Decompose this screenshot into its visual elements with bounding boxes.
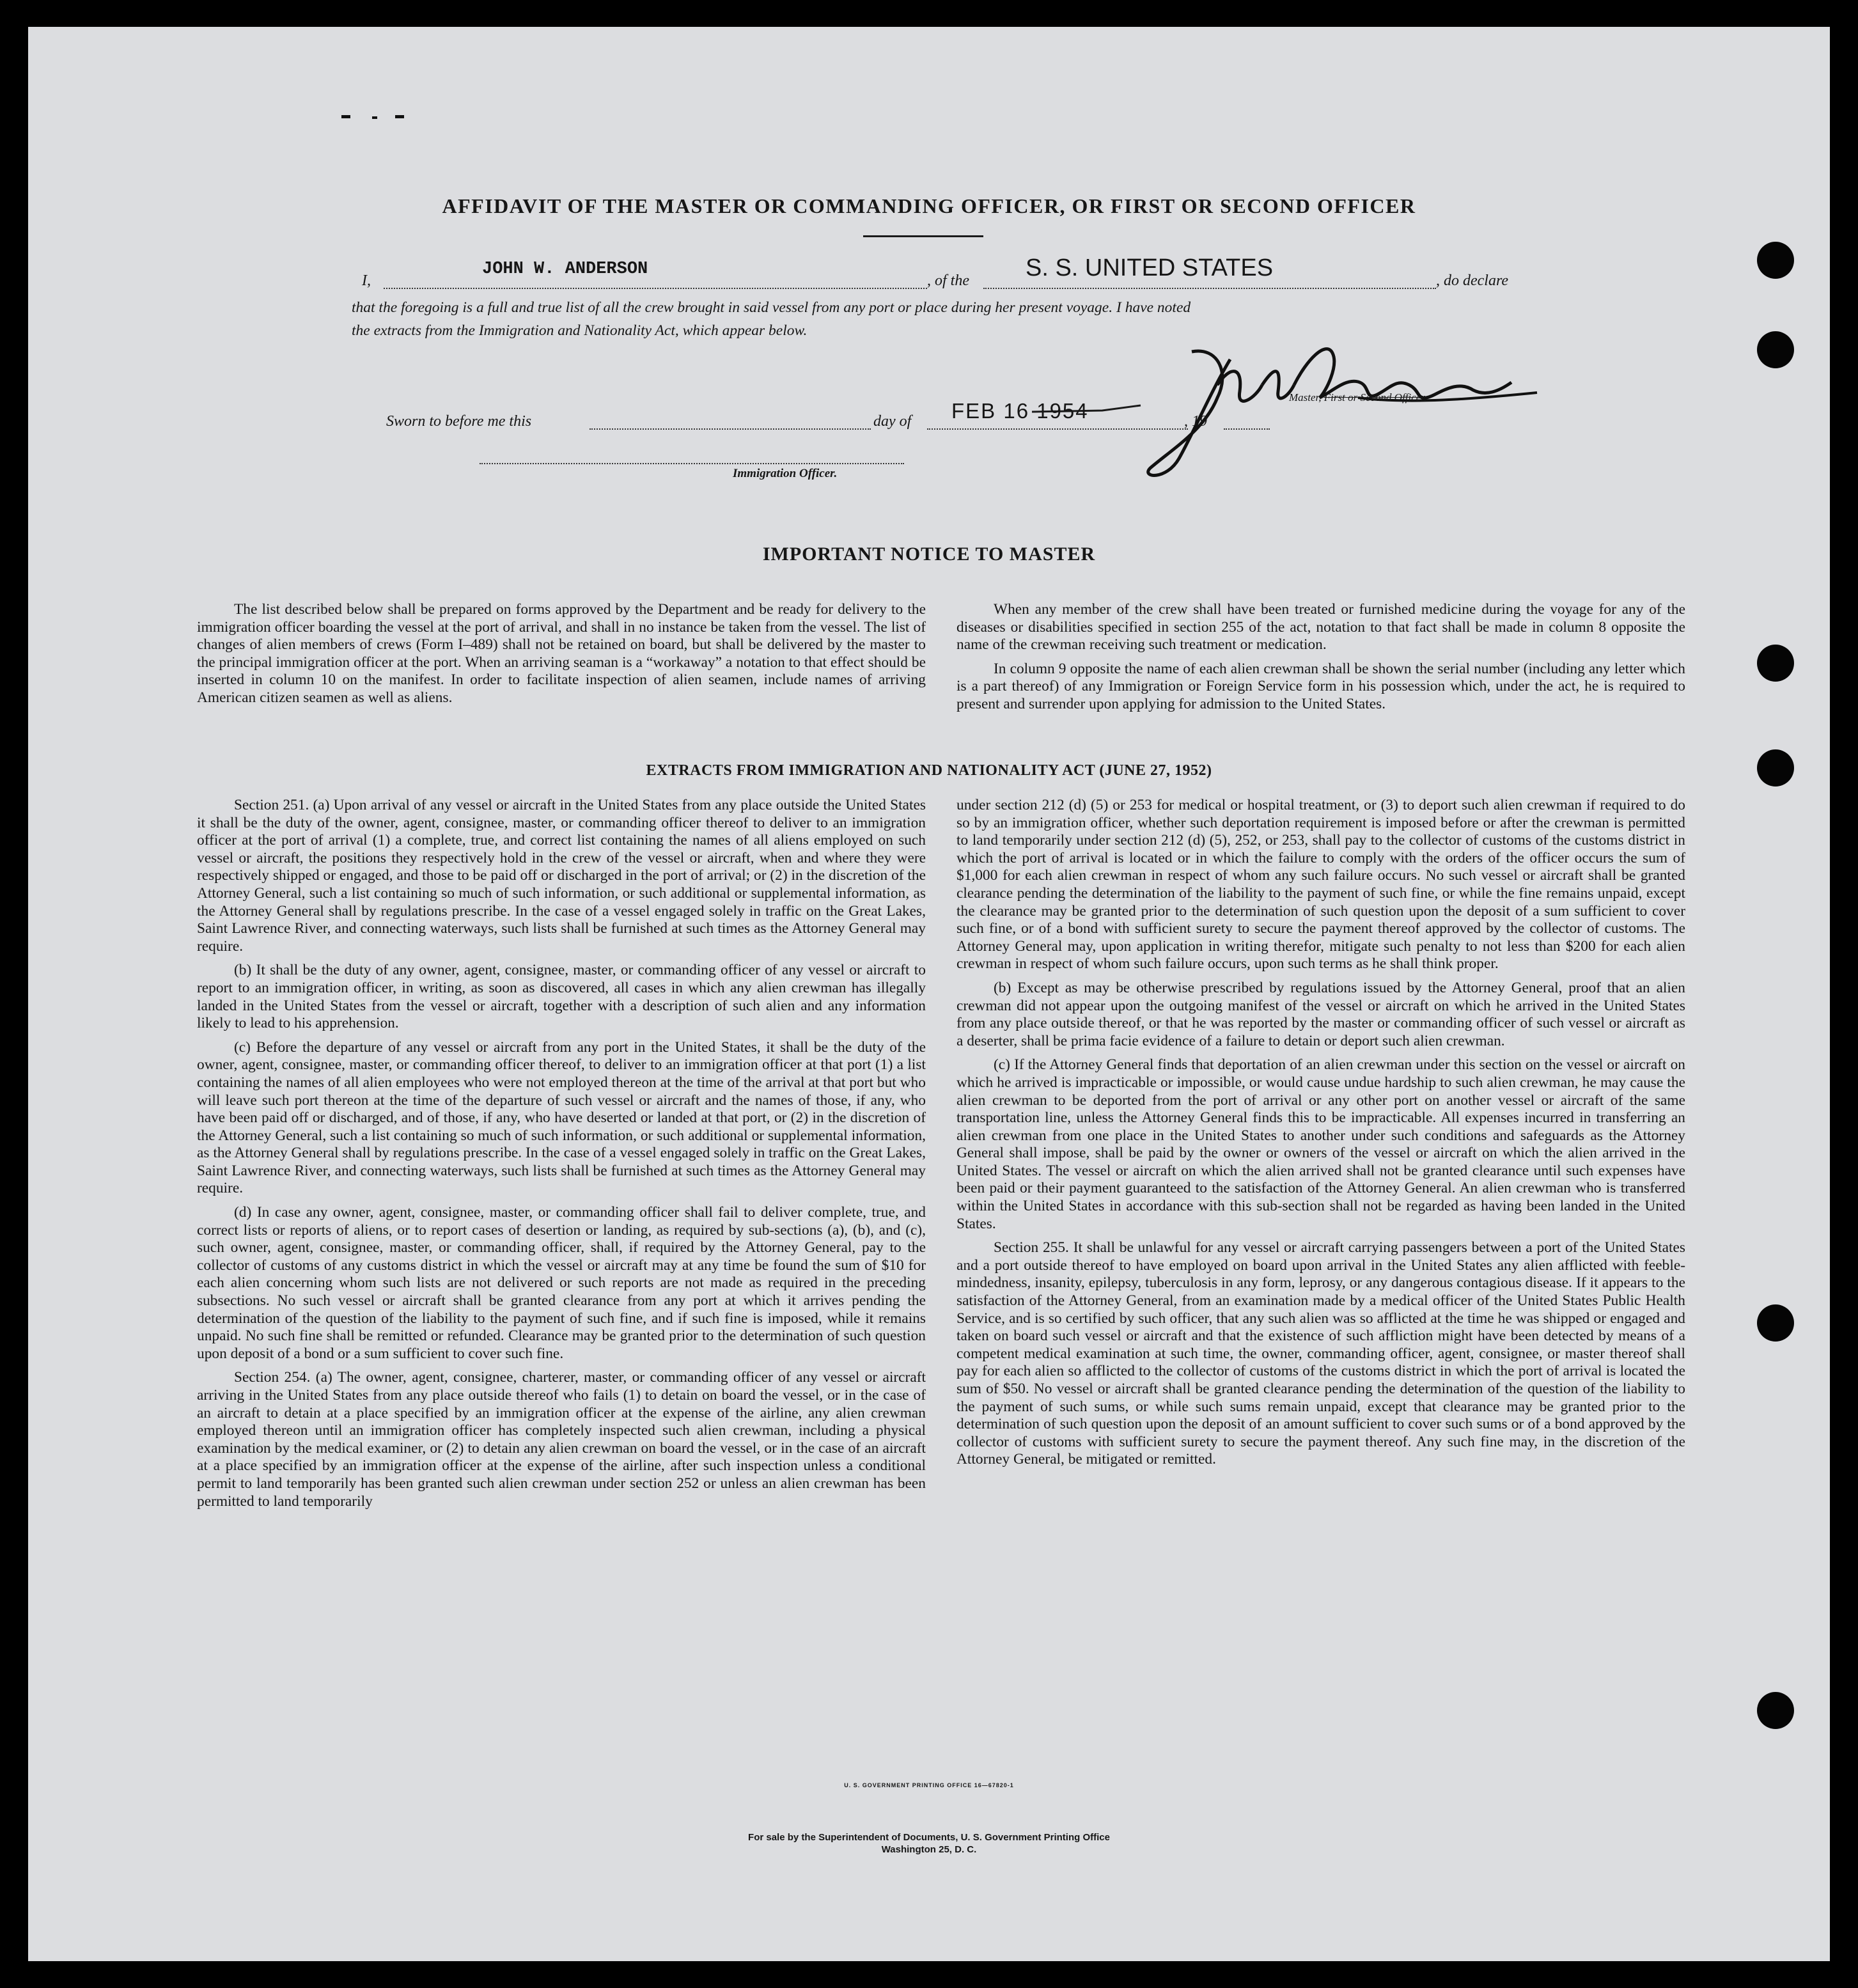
immigration-officer-label: Immigration Officer. <box>733 467 838 480</box>
master-title: Master, <box>1289 391 1322 403</box>
notice-left-column <box>197 601 926 707</box>
vessel-line <box>983 288 1436 289</box>
title-rule <box>863 235 983 237</box>
sale-line-2: Washington 25, D. C. <box>881 1844 977 1855</box>
sworn-label: Sworn to before me this <box>386 413 532 430</box>
punch-hole <box>1757 1304 1794 1342</box>
section-paragraph: (c) If the Attorney General finds that deportation of an alien crewman under this section on the vessel or aircraft on which he arrived is impracticable or impossible, or would cause undue hardship to such alien crewman, he may cause the alien crewman to be deported from the port of arrival or any other port on another vessel or aircraft of the same transportation line, unless the Attorney General finds this to be impracticable. All expenses incurred in transferring an alien crewman from one place in the United States to another under such conditions and safeguards as the Attorney General shall impose, shall be paid by the owner or owners of the vessel or aircraft on which the alien arrived in the United States. The vessel or aircraft on which the alien arrived shall not be granted clearance until such expenses have been paid or their payment guaranteed to the satisfaction of the Attorney General. An alien crewman who is transferred within the United States in accordance with this sub-section shall not be regarded as having been landed in the United States. <box>956 1056 1685 1232</box>
master-name: JOHN W. ANDERSON <box>482 260 648 279</box>
master-signature <box>1026 321 1550 487</box>
printer-imprint: U. S. GOVERNMENT PRINTING OFFICE 16—67820-1 <box>844 1782 1014 1788</box>
punch-hole <box>1757 1692 1794 1729</box>
of-the-label: , of the <box>927 272 969 289</box>
notice-right-column <box>956 601 1685 714</box>
affidavit-title: AFFIDAVIT OF THE MASTER OR COMMANDING OFFICER, OR FIRST OR SECOND OFFICER <box>442 194 1416 217</box>
do-declare-label: , do declare <box>1436 272 1509 289</box>
notice-paragraph: In column 9 opposite the name of each alien crewman shall be shown the serial number (including any letter which is a part thereof) of any Immigration or Foreign Service form in his possession which, under the act, he is required to present and surrender upon applying for admission to the United States. <box>956 660 1685 712</box>
statement-line-2: the extracts from the Immigration and Nationality Act, which appear below. <box>352 322 808 339</box>
extracts-title: EXTRACTS FROM IMMIGRATION AND NATIONALITY ACT (JUNE 27, 1952) <box>646 762 1212 779</box>
section-continuation: under section 212 (d) (5) or 253 for medical or hospital treatment, or (3) to deport such alien crewman if required to do so by an immigration officer, whether such deportation requirement is imposed before or after the crewman is permitted to land temporarily under section 212 (d) (5), 252, or 253, shall pay to the collector of customs of the customs district in which the port of arrival is located or in which the failure to comply with the orders of the officer occurs the sum of $1,000 for each alien crewman in respect of whom any such failure occurs. No such vessel or aircraft shall be granted clearance pending the determination of the liability to the payment of such fine, or while the fine remains unpaid, except the clearance may be granted prior to the determination of such question upon the deposit of a sum sufficient to cover such fine, or of a bond with sufficient surety to secure the payment thereof approved by the collector of customs. The Attorney General may, upon application in writing therefor, mitigate such penalty to not less than $200 for each alien crewman in respect of whom such failure occurs, upon such terms as he shall think proper. <box>956 797 1685 973</box>
year-label: , 19 <box>1184 413 1207 430</box>
section-paragraph: (b) It shall be the duty of any owner, agent, consignee, master, or commanding officer of any vessel or aircraft to report to an immigration officer, in writing, as soon as discovered, all cases in which any alien crewman has illegally landed in the United States from the vessel or aircraft, together with a description of such alien and any information likely to lead to his apprehension. <box>197 962 926 1032</box>
punch-hole <box>1757 331 1794 368</box>
scan-mark <box>372 116 377 119</box>
extracts-right-column <box>956 797 1685 1469</box>
section-paragraph: (c) Before the departure of any vessel or aircraft from any port in the United States, it shall be the duty of the owner, agent, consignee, master, or commanding officer thereof, to deliver to an immigration officer at that port (1) a list containing the names of all alien employees who were not employed thereon at the time of the arrival at that port but who will leave such port thereon at the time of the departure of such vessel or aircraft and the names of those, if any, who have been paid off or discharged, and of those, if any, who have deserted or landed at that port, or (2) in the discretion of the Attorney General, such a list containing so much of such information, or such additional or supplemental information, as the Attorney General shall by regulations prescribe. In the case of a vessel engaged solely in traffic on the Great Lakes, Saint Lawrence River, and connecting waterways, such lists shall be furnished at such times as the Attorney General may require. <box>197 1038 926 1197</box>
scan-mark <box>341 115 350 118</box>
sworn-year-line <box>1224 428 1270 430</box>
vessel-name: S. S. UNITED STATES <box>1026 254 1274 281</box>
immigration-officer-line <box>480 463 904 464</box>
struck-officer-title: First or Second Officer. <box>1323 391 1427 403</box>
sale-line-1: For sale by the Superintendent of Documents, U. S. Government Printing Office <box>748 1832 1110 1843</box>
section-paragraph: Section 254. (a) The owner, agent, consignee, charterer, master, or commanding officer of any vessel or aircraft arriving in the United States from any place outside thereof who fails (1) to detain on board the vessel, or in the case of an aircraft to detain at a place specified by an immigration officer at the expense of the airline, any alien crewman employed thereon until an immigration officer has completely inspected such alien crewman, including a physical examination by the medical examiner, or (2) to detain any alien crewman on board the vessel, or in the case of an aircraft at a place specified by an immigration officer at the expense of the airline, after such inspection unless a conditional permit to land temporarily has been granted such alien crewman under section 252 or unless an alien crewman has been permitted to land temporarily <box>197 1369 926 1510</box>
sworn-month-line <box>927 428 1188 430</box>
scan-mark <box>395 115 404 118</box>
section-paragraph: (b) Except as may be otherwise prescribed by regulations issued by the Attorney General, proof that an alien crewman did not appear upon the outgoing manifest of the vessel or aircraft on which he arrived in the United States from any place outside thereof, or that he was reported by the master or commanding officer of such vessel or aircraft as a deserter, shall be prima facie evidence of a failure to detain or deport such alien crewman. <box>956 979 1685 1049</box>
punch-hole <box>1757 242 1794 279</box>
affidavit-form-page <box>28 27 1830 1961</box>
name-line <box>384 288 927 289</box>
date-stamp: FEB 16 1954 <box>951 399 1089 423</box>
notice-paragraph: The list described below shall be prepared on forms approved by the Department and be ready for delivery to the immigration officer boarding the vessel at the port of arrival, and shall in no instance be taken from the vessel. The list of changes of alien members of crews (Form I–489) shall not be retained on board, but shall be delivered by the master to the principal immigration officer at the port. When an arriving seaman is a “workaway” a notation to that effect should be inserted in column 10 on the manifest. In order to facilitate inspection of alien seamen, include names of arriving American citizen seamen as well as aliens. <box>197 601 926 706</box>
statement-line-1: that the foregoing is a full and true list of all the crew brought in said vessel from any port or place during her present voyage. I have noted <box>352 299 1191 316</box>
day-of-label: day of <box>873 413 912 430</box>
sale-notice <box>28 1831 1830 1856</box>
extracts-left-column <box>197 797 926 1510</box>
section-paragraph: (d) In case any owner, agent, consignee, master, or commanding officer shall fail to deliver complete, true, and correct lists or reports of aliens, or to report cases of desertion or landing, as required by sub-sections (a), (b), and (c), such owner, agent, consignee, master, or commanding officer, shall, if required by the Attorney General, pay to the collector of customs of any customs district in which the vessel or aircraft may at any time be found the sum of $10 for each alien concerning whom such lists are not delivered or such reports are not made as required in the preceding subsections. No such vessel or aircraft shall be granted clearance from any port at which it arrives pending the determination of the question of the liability to the payment of such fine, and if such fine is imposed, while it remains unpaid. No such fine shall be remitted or refunded. Clearance may be granted prior to the determination of such question upon deposit of a bond or a sum sufficient to cover such fine. <box>197 1204 926 1362</box>
notice-paragraph: When any member of the crew shall have been treated or furnished medicine during the voyage for any of the diseases or disabilities specified in section 255 of the act, notation to that fact shall be made in column 8 opposite the name of the crewman receiving such treatment or medication. <box>956 601 1685 654</box>
punch-hole <box>1757 645 1794 682</box>
section-paragraph: Section 251. (a) Upon arrival of any vessel or aircraft in the United States from any place outside the United States it shall be the duty of the owner, agent, consignee, master, or commanding officer thereof to deliver to an immigration officer at the port of arrival (1) a complete, true, and correct list containing the names of all aliens employed on such vessel or aircraft, the positions they respectively hold in the crew of the vessel or aircraft, when and where they were respectively shipped or engaged, and those to be paid off or discharged in the port of arrival; or (2) in the discretion of the Attorney General, such a list containing so much of such information, or such additional or supplemental information, as the Attorney General shall by regulations prescribe. In the case of a vessel engaged solely in traffic on the Great Lakes, Saint Lawrence River, and connecting waterways, such lists shall be furnished at such times as the Attorney General may require. <box>197 797 926 955</box>
master-label <box>1289 391 1426 404</box>
section-paragraph: Section 255. It shall be unlawful for any vessel or aircraft carrying passengers between a port of the United States and a port outside thereof to have employed on board upon arrival in the United States any alien afflicted with feeble-mindedness, insanity, epilepsy, tuberculosis in any form, leprosy, or any dangerous contagious disease. If it appears to the satisfaction of the Attorney General, from an examination made by a medical officer of the United States Public Health Service, and is so certified by such officer, that any such alien was so afflicted at the time he was shipped or engaged and taken on board such vessel or aircraft and that the existence of such affliction might have been detected by means of a competent medical examination at such time, the owner, commanding officer, agent, consignee, or master thereof shall pay for each alien so afflicted to the collector of customs of the customs district in which the port of arrival is located the sum of $50. No vessel or aircraft shall be granted clearance pending the determination of the question of the liability to the payment of such sums, or while such sums remain unpaid, except that clearance may be granted prior to the determination of such question upon the deposit of an amount sufficient to cover such sums or of a bond approved by the collector of customs with sufficient surety to secure the payment thereof. Any such fine may, in the discretion of the Attorney General, be mitigated or remitted. <box>956 1239 1685 1468</box>
notice-title: IMPORTANT NOTICE TO MASTER <box>762 544 1096 565</box>
sworn-day-line <box>589 428 871 430</box>
i-label: I, <box>362 272 371 289</box>
